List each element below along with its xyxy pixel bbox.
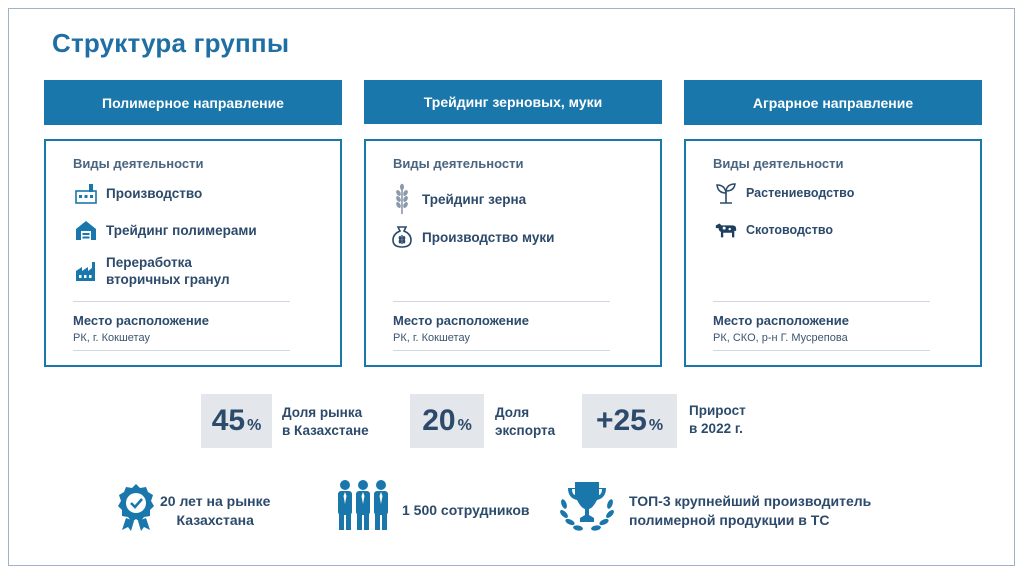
- warehouse-icon: [74, 218, 98, 242]
- activity-item: [714, 181, 854, 205]
- team-icon: [334, 478, 392, 541]
- activity-item: [74, 254, 230, 288]
- stat-market-share: [201, 394, 272, 448]
- cow-icon: [714, 218, 738, 242]
- stat-unit: %: [247, 417, 262, 434]
- plant-icon: [74, 259, 98, 283]
- stat-growth: [582, 394, 677, 448]
- activity-item: [390, 183, 526, 215]
- location-label: Место расположение: [393, 313, 529, 328]
- column-header-agro: Аграрное направление: [684, 80, 982, 125]
- stat-label-line: в 2022 г.: [689, 421, 743, 436]
- stat-value: +25: [595, 404, 647, 437]
- stat-label-line: Прирост: [689, 403, 746, 418]
- stat-label: [282, 404, 369, 440]
- activity-label: Растениеводство: [746, 185, 855, 200]
- highlight-label-line: полимерной продукции в ТС: [629, 512, 830, 528]
- location-value: РК, г. Кокшетау: [393, 332, 470, 344]
- activity-label-line: Переработка: [106, 255, 192, 270]
- activity-item: [714, 218, 833, 242]
- activity-label: Производство: [106, 185, 203, 201]
- activity-item: [390, 225, 554, 249]
- highlight-label: [629, 492, 871, 530]
- highlight-label-line: 20 лет на рынке: [160, 493, 271, 509]
- panel-agro: [684, 139, 982, 367]
- highlight-label-line: Казахстана: [176, 512, 254, 528]
- location-value: РК, г. Кокшетау: [73, 332, 150, 344]
- divider: [713, 301, 930, 302]
- location-label: Место расположение: [713, 313, 849, 328]
- activity-label-line: вторичных гранул: [106, 272, 230, 287]
- stat-unit: %: [648, 417, 664, 434]
- highlight-label-line: ТОП-3 крупнейший производитель: [629, 493, 872, 509]
- stat-value: 45: [211, 404, 246, 437]
- stat-label-line: Доля: [495, 405, 530, 420]
- stat-label: [495, 404, 555, 440]
- activity-label: Трейдинг зерна: [422, 191, 527, 207]
- stat-label-line: экспорта: [495, 423, 556, 438]
- activity-label: Производство муки: [422, 229, 555, 245]
- highlight-label: 1 500 сотрудников: [402, 502, 530, 518]
- factory-icon: [74, 181, 98, 205]
- divider: [73, 350, 290, 351]
- flour-bag-icon: [390, 225, 414, 249]
- stat-label: [689, 402, 746, 438]
- activity-label: [106, 254, 230, 288]
- activity-label: Трейдинг полимерами: [106, 222, 257, 238]
- activity-item: [74, 181, 202, 205]
- activity-label: Скотоводство: [746, 222, 834, 237]
- column-header-polymer: Полимерное направление: [44, 80, 342, 125]
- panel-grain: [364, 139, 662, 367]
- sprout-icon: [714, 181, 738, 205]
- stat-value: 20: [422, 404, 456, 437]
- divider: [393, 301, 610, 302]
- activity-item: [74, 218, 257, 242]
- award-badge-icon: [113, 482, 159, 537]
- divider: [73, 301, 290, 302]
- divider: [393, 350, 610, 351]
- page-title: Структура группы: [52, 28, 290, 58]
- panel-polymer: [44, 139, 342, 367]
- divider: [713, 350, 930, 351]
- activities-label: Виды деятельности: [393, 156, 524, 171]
- location-label: Место расположение: [73, 313, 209, 328]
- location-value: РК, СКО, р-н Г. Мусрепова: [713, 332, 848, 344]
- activities-label: Виды деятельности: [73, 156, 204, 171]
- stat-unit: %: [457, 417, 472, 434]
- activities-label: Виды деятельности: [713, 156, 844, 171]
- wheat-icon: [390, 183, 414, 215]
- highlight-label: [160, 492, 270, 530]
- stat-export-share: [410, 394, 484, 448]
- stat-label-line: Доля рынка: [282, 405, 363, 420]
- stat-label-line: в Казахстане: [282, 423, 369, 438]
- column-header-grain: Трейдинг зерновых, муки: [364, 80, 662, 124]
- trophy-icon: [556, 480, 618, 539]
